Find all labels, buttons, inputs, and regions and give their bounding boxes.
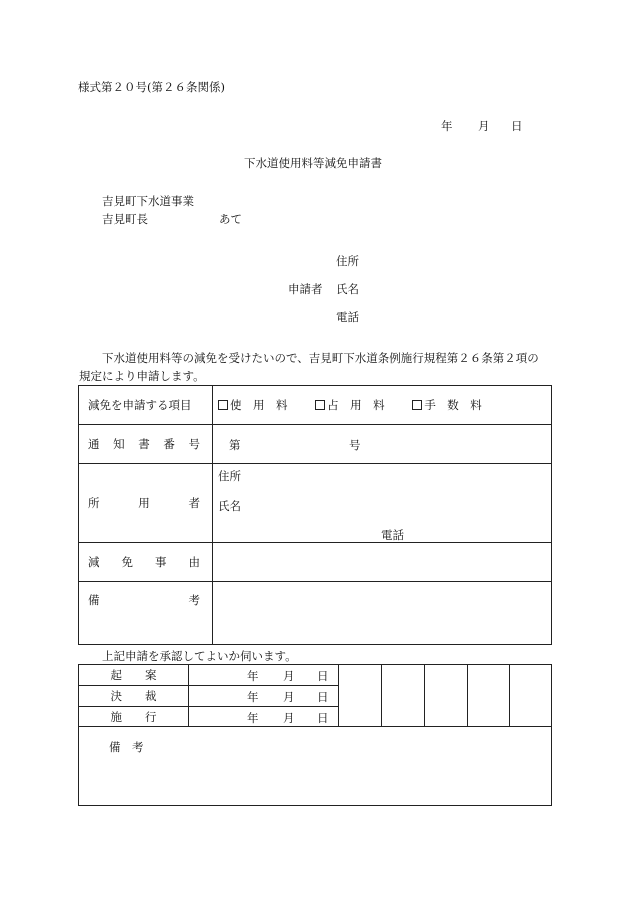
checkbox-icon[interactable]: [412, 400, 422, 410]
approval-remarks-field[interactable]: [79, 727, 552, 806]
checkbox-icon[interactable]: [315, 400, 325, 410]
document-title: 下水道使用料等減免申請書: [244, 156, 382, 170]
remarks-label: 備 考: [88, 593, 200, 607]
applicant-label: 申請者: [288, 282, 323, 296]
remarks-field[interactable]: [213, 582, 552, 645]
stamp-box-5[interactable]: [510, 665, 552, 727]
stamp-box-1[interactable]: [339, 665, 382, 727]
approval-row-drafted-date[interactable]: 年 月 日: [189, 665, 339, 686]
option-handling-fee[interactable]: 手 数 料: [412, 398, 482, 412]
approval-row-drafted-label: 起 案: [79, 665, 189, 686]
body-text-line2: 規定により申請します。: [79, 369, 205, 383]
applicant-phone-label: 電話: [336, 310, 359, 324]
approval-row-enforced-label: 施 行: [79, 707, 189, 727]
date-day-label: 日: [511, 119, 523, 133]
date-month-label: 月: [478, 119, 490, 133]
item-options-cell: [213, 386, 552, 425]
applicant-name-label: 氏名: [336, 282, 359, 296]
remarks-label-cell: [79, 582, 213, 645]
item-label: 減免を申請する項目: [88, 398, 192, 412]
owner-label: 所 用 者: [88, 496, 200, 510]
option-usage-fee[interactable]: 使 用 料: [218, 398, 288, 412]
approval-row-decided-label: 決 裁: [79, 686, 189, 707]
notice-suffix: 号: [349, 438, 361, 452]
option-occupancy-fee[interactable]: 占 用 料: [315, 398, 385, 412]
addressee-line2: 吉見町長: [102, 212, 148, 226]
notice-number-field[interactable]: [213, 425, 552, 464]
notice-label-cell: [79, 425, 213, 464]
owner-address-label: 住所: [218, 469, 241, 483]
checkbox-icon[interactable]: [218, 400, 228, 410]
notice-label: 通 知 書 番 号: [88, 437, 200, 451]
body-text-line1: 下水道使用料等の減免を受けたいので、吉見町下水道条例施行規程第２６条第２項の: [102, 351, 539, 365]
approval-remarks-label: 備 考: [109, 740, 144, 754]
application-form-table: [78, 385, 552, 645]
stamp-box-4[interactable]: [468, 665, 510, 727]
date-year-label: 年: [441, 119, 453, 133]
owner-info-field[interactable]: [213, 464, 552, 543]
item-label-cell: [79, 386, 213, 425]
approval-row-enforced-date[interactable]: 年 月 日: [189, 707, 339, 727]
addressee-suffix: あて: [219, 212, 242, 226]
applicant-address-label: 住所: [336, 254, 359, 268]
owner-label-cell: [79, 464, 213, 543]
approval-row-decided-date[interactable]: 年 月 日: [189, 686, 339, 707]
stamp-box-2[interactable]: [382, 665, 425, 727]
approval-table: [78, 664, 552, 806]
reason-field[interactable]: [213, 543, 552, 582]
addressee-line1: 吉見町下水道事業: [102, 194, 194, 208]
owner-phone-label: 電話: [381, 528, 404, 542]
reason-label: 減 免 事 由: [88, 555, 200, 569]
reason-label-cell: [79, 543, 213, 582]
owner-name-label: 氏名: [218, 499, 241, 513]
form-number: 様式第２０号(第２６条関係): [78, 80, 225, 94]
notice-prefix: 第: [229, 438, 241, 452]
stamp-box-3[interactable]: [425, 665, 468, 727]
approval-intro: 上記申請を承認してよいか伺います。: [102, 649, 297, 663]
